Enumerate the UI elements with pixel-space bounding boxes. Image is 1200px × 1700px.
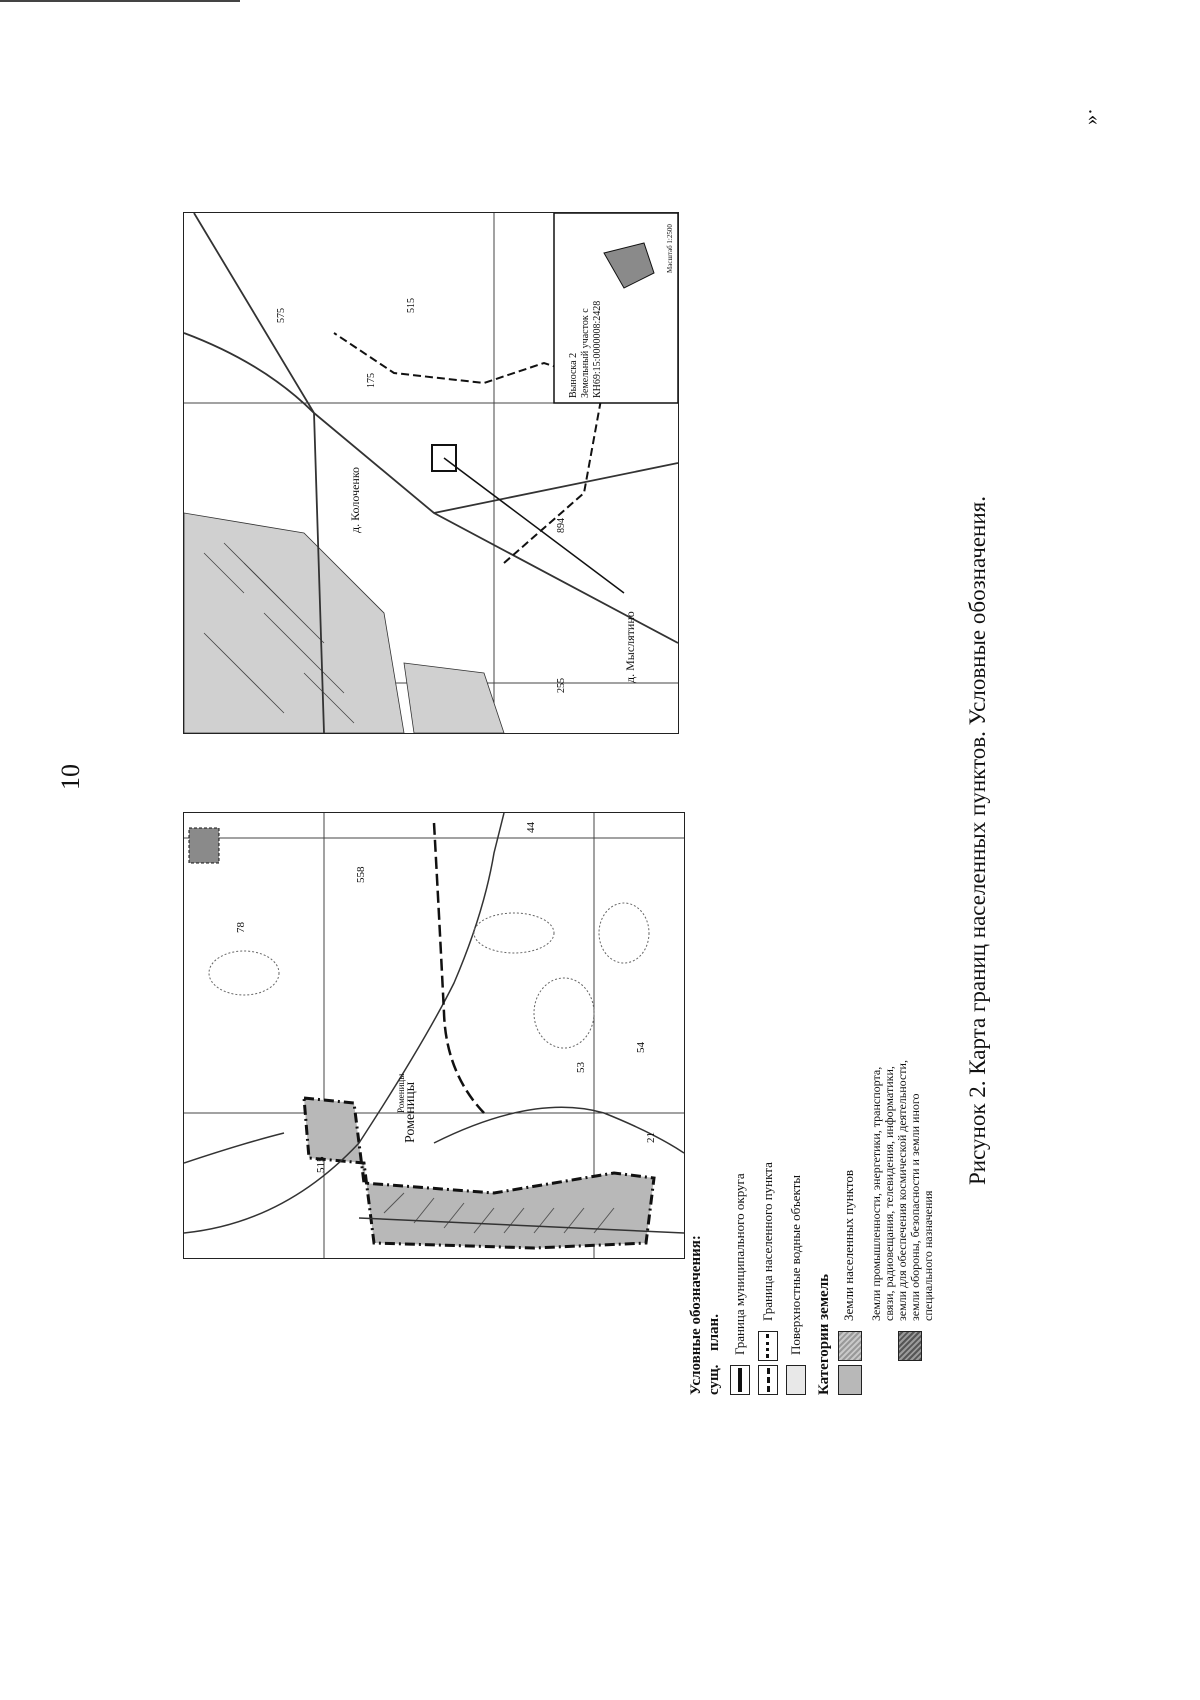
right-map bbox=[183, 212, 679, 734]
settlement-boundary-symbol-planned bbox=[758, 1331, 778, 1361]
category-line: земли для обеспечения космической деятельности, bbox=[895, 1060, 909, 1321]
legend-item-label: Граница населенного пункта bbox=[760, 1162, 775, 1321]
figure-caption: Рисунок 2. Карта границ населенных пунктов. Условные обозначения. bbox=[965, 495, 990, 1185]
svg-text:53: 53 bbox=[575, 1062, 587, 1073]
settlement-label-1: д. Колоченко bbox=[348, 466, 362, 533]
water-symbol bbox=[786, 1365, 806, 1395]
category-line: земли обороны, безопасности и земли иного bbox=[908, 1093, 922, 1321]
legend-item-label: Поверхностные водные объекты bbox=[788, 1174, 803, 1355]
svg-text:515: 515 bbox=[315, 1156, 327, 1173]
corner-mark: »· bbox=[1079, 108, 1102, 125]
inset-scale: Масштаб 1:2500 bbox=[666, 224, 674, 273]
category-line: специального назначения bbox=[921, 1190, 935, 1321]
legend-col-plan: план. bbox=[706, 1314, 722, 1351]
category-label: Земли населенных пунктов bbox=[841, 1170, 856, 1321]
svg-text:515: 515 bbox=[406, 298, 417, 313]
legend bbox=[688, 1060, 958, 1395]
legend-title: Условные обозначения: bbox=[688, 1235, 704, 1395]
inset-line-1: Земельный участок с bbox=[580, 308, 591, 398]
svg-text:255: 255 bbox=[556, 678, 567, 693]
legend-item-label: Граница муниципального округа bbox=[732, 1173, 747, 1355]
municipal-boundary-symbol bbox=[730, 1365, 750, 1395]
svg-text:558: 558 bbox=[355, 866, 367, 883]
svg-text:44: 44 bbox=[525, 822, 537, 833]
left-map-drawing bbox=[184, 813, 684, 1258]
legend-col-sush: сущ. bbox=[706, 1364, 722, 1395]
inset-cadastral: КН69:15:0000008:2428 bbox=[592, 300, 603, 398]
svg-text:894: 894 bbox=[556, 518, 567, 533]
right-map-drawing bbox=[184, 213, 678, 733]
categories-title: Категории земель bbox=[816, 1273, 832, 1395]
inset-title: Выноска 2 bbox=[568, 352, 579, 398]
settlement-boundary-symbol-existing bbox=[758, 1365, 778, 1395]
top-rule bbox=[0, 0, 240, 2]
svg-text:175: 175 bbox=[366, 373, 377, 388]
svg-text:78: 78 bbox=[235, 922, 247, 933]
industry-area bbox=[189, 828, 219, 863]
page-number: 10 bbox=[56, 764, 85, 790]
svg-text:575: 575 bbox=[276, 308, 287, 323]
category-label-multiline bbox=[870, 1060, 935, 1321]
settlement-label-small: Роменицы bbox=[396, 1073, 406, 1113]
left-map bbox=[183, 812, 685, 1259]
settlement-label-2: д. Мыслятино bbox=[623, 611, 637, 683]
category-line: связи, радиовещания, телевидения, информатики, bbox=[882, 1066, 896, 1321]
category-line: Земли промышленности, энергетики, транспорта, bbox=[869, 1066, 883, 1321]
settlement-land-symbol-planned bbox=[838, 1331, 862, 1361]
settlement-label: Роменицы bbox=[403, 1081, 418, 1143]
svg-text:21: 21 bbox=[645, 1132, 657, 1143]
svg-text:54: 54 bbox=[635, 1042, 647, 1053]
settlement-land-symbol bbox=[838, 1365, 862, 1395]
industry-land-symbol bbox=[898, 1331, 922, 1361]
